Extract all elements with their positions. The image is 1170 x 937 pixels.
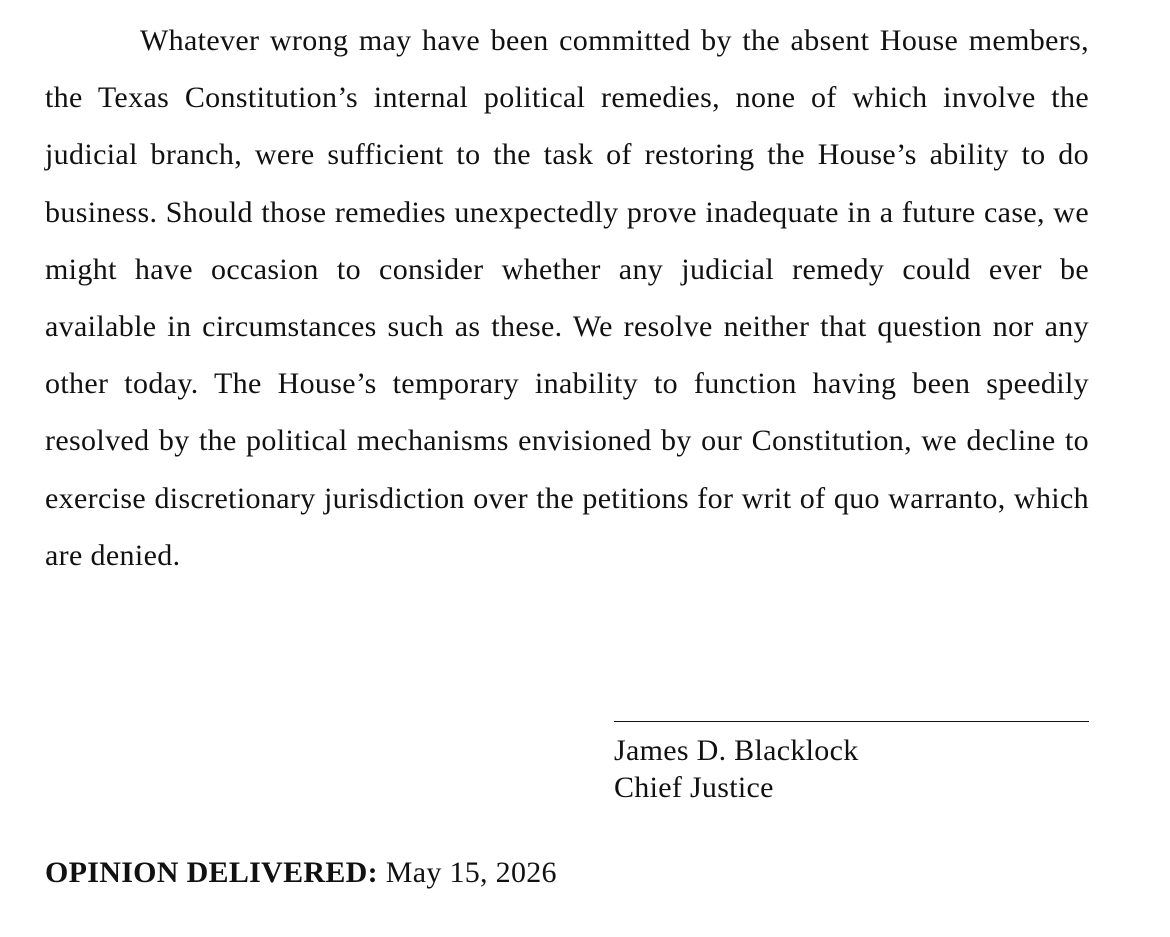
opinion-paragraph: Whatever wrong may have been committed by the absent House members, the Texas Constitution’s internal political remedies, none of which involve the judicial branch, were sufficient to the task of restoring the House’s ability to do business. Should those remedies unexpectedly prove inadequate in a future case, we might have occasion to consider whether any judicial remedy could ever be available in circumstances such as these. We resolve neither that question nor any other today. The House’s temporary inability to function having been speedily resolved by the political mechanisms envisioned by our Constitution, we decline to exercise discretionary jurisdiction over the petitions for writ of quo warranto, which are denied. [45,24,1089,572]
signer-name: James D. Blacklock [614,734,859,767]
signature-block [614,721,1089,806]
opinion-delivered-line [45,853,557,893]
opinion-delivered-date: May 15, 2026 [385,856,557,889]
opinion-delivered-label: OPINION DELIVERED: [45,856,378,889]
signature-line [614,721,1089,722]
signer-title: Chief Justice [614,771,774,804]
